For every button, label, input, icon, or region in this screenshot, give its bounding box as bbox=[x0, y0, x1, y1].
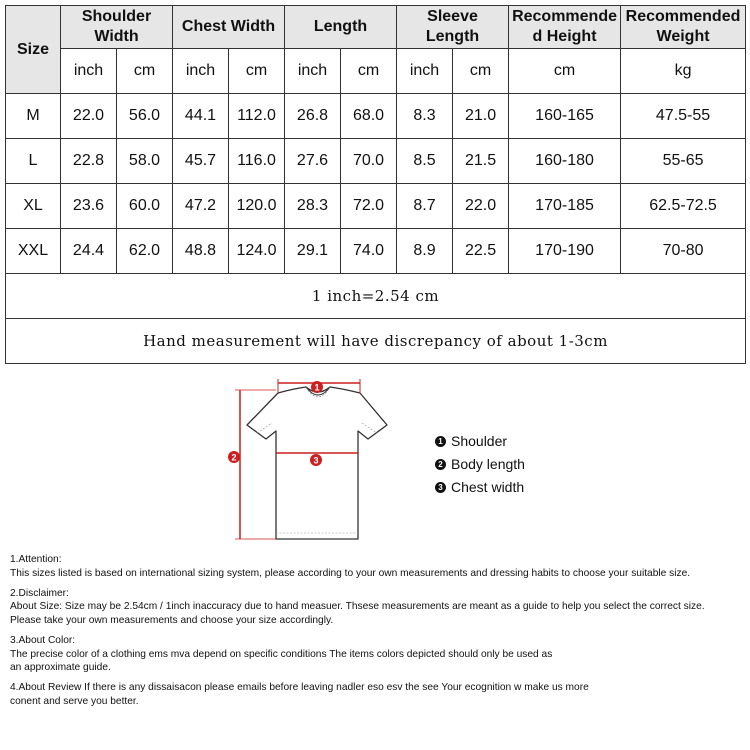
legend-label: Shoulder bbox=[451, 433, 508, 449]
conversion-note: 1 inch=2.54 cm bbox=[6, 274, 746, 319]
legend-number-badge: 1 bbox=[435, 436, 446, 447]
unit-cell: kg bbox=[621, 49, 746, 94]
svg-text:2: 2 bbox=[231, 452, 237, 463]
size-label: XXL bbox=[6, 229, 61, 274]
note-line: 4.About Review If there is any dissaisacon please emails before leaving nadler eso esv the see Your ecognition w make us more bbox=[10, 682, 589, 694]
note-line: The precise color of a clothing ems mva depend on specific conditions The items colors depicted should only be used as bbox=[10, 648, 553, 660]
legend-item-chest-width bbox=[435, 476, 525, 499]
measurement-cell: 24.4 bbox=[61, 229, 117, 274]
measurement-cell: 72.0 bbox=[341, 184, 397, 229]
measurement-cell: 74.0 bbox=[341, 229, 397, 274]
header-row bbox=[6, 6, 746, 49]
measurement-cell: 55-65 bbox=[621, 139, 746, 184]
size-chart-table bbox=[5, 5, 746, 364]
unit-cell: cm bbox=[453, 49, 509, 94]
measurement-cell: 160-165 bbox=[509, 94, 621, 139]
unit-cell: cm bbox=[509, 49, 621, 94]
measurement-cell: 120.0 bbox=[229, 184, 285, 229]
note-line: an approximate guide. bbox=[10, 662, 111, 674]
measurement-cell: 56.0 bbox=[117, 94, 173, 139]
note-line: About Size: Size may be 2.54cm / 1inch inaccuracy due to hand measuer. Thsese measurements are meant as a guide to help you select the correct size. bbox=[10, 601, 705, 613]
size-label: M bbox=[6, 94, 61, 139]
measurement-cell: 21.5 bbox=[453, 139, 509, 184]
notes-section bbox=[10, 553, 745, 715]
legend-label: Chest width bbox=[451, 479, 525, 495]
note-line: This sizes listed is based on international sizing system, please according to your own measurements and dressing habits to choose your suitable size. bbox=[10, 567, 691, 579]
group-header-shoulder-width: Shoulder Width bbox=[61, 6, 173, 49]
measurement-cell: 116.0 bbox=[229, 139, 285, 184]
diagram-legend bbox=[435, 430, 525, 499]
group-header-chest-width: Chest Width bbox=[173, 6, 285, 49]
measurement-cell: 8.3 bbox=[397, 94, 453, 139]
group-header-length: Length bbox=[285, 6, 397, 49]
unit-cell: cm bbox=[117, 49, 173, 94]
measurement-cell: 22.0 bbox=[61, 94, 117, 139]
note-block bbox=[10, 634, 745, 675]
marker-3 bbox=[310, 454, 322, 466]
measurement-cell: 68.0 bbox=[341, 94, 397, 139]
discrepancy-row bbox=[6, 319, 746, 364]
measurement-cell: 170-185 bbox=[509, 184, 621, 229]
measurement-cell: 160-180 bbox=[509, 139, 621, 184]
note-block bbox=[10, 553, 745, 580]
measurement-cell: 62.5-72.5 bbox=[621, 184, 746, 229]
measurement-cell: 8.7 bbox=[397, 184, 453, 229]
unit-cell: cm bbox=[229, 49, 285, 94]
measurement-cell: 112.0 bbox=[229, 94, 285, 139]
measurement-cell: 45.7 bbox=[173, 139, 229, 184]
note-title: 2.Disclaimer: bbox=[10, 587, 69, 599]
measurement-cell: 8.5 bbox=[397, 139, 453, 184]
discrepancy-note: Hand measurement will have discrepancy of about 1-3cm bbox=[6, 319, 746, 364]
note-block bbox=[10, 681, 745, 708]
measurement-cell: 29.1 bbox=[285, 229, 341, 274]
measurement-cell: 170-190 bbox=[509, 229, 621, 274]
measurement-cell: 23.6 bbox=[61, 184, 117, 229]
legend-item-shoulder bbox=[435, 430, 525, 453]
measurement-cell: 21.0 bbox=[453, 94, 509, 139]
measurement-cell: 26.8 bbox=[285, 94, 341, 139]
size-header: Size bbox=[6, 6, 61, 94]
measurement-cell: 124.0 bbox=[229, 229, 285, 274]
measurement-cell: 47.2 bbox=[173, 184, 229, 229]
unit-cell: cm bbox=[341, 49, 397, 94]
measurement-cell: 47.5-55 bbox=[621, 94, 746, 139]
svg-text:1: 1 bbox=[314, 382, 320, 393]
measurement-cell: 58.0 bbox=[117, 139, 173, 184]
marker-1 bbox=[311, 381, 323, 393]
tshirt-measurement-diagram bbox=[220, 373, 420, 548]
measurement-cell: 48.8 bbox=[173, 229, 229, 274]
measurement-cell: 70.0 bbox=[341, 139, 397, 184]
measurement-cell: 22.0 bbox=[453, 184, 509, 229]
marker-2 bbox=[228, 451, 240, 463]
measurement-cell: 8.9 bbox=[397, 229, 453, 274]
size-row-m bbox=[6, 94, 746, 139]
legend-number-badge: 3 bbox=[435, 482, 446, 493]
unit-row bbox=[6, 49, 746, 94]
measurement-cell: 28.3 bbox=[285, 184, 341, 229]
measurement-cell: 62.0 bbox=[117, 229, 173, 274]
note-title: 1.Attention: bbox=[10, 554, 62, 565]
svg-text:3: 3 bbox=[313, 455, 319, 466]
unit-cell: inch bbox=[173, 49, 229, 94]
size-label: XL bbox=[6, 184, 61, 229]
size-row-l bbox=[6, 139, 746, 184]
note-line: Please take your own measurements and choose your size accordingly. bbox=[10, 614, 334, 626]
measurement-cell: 22.5 bbox=[453, 229, 509, 274]
measurement-cell: 44.1 bbox=[173, 94, 229, 139]
legend-label: Body length bbox=[451, 456, 525, 472]
measurement-cell: 70-80 bbox=[621, 229, 746, 274]
note-line: conent and serve you better. bbox=[10, 695, 139, 707]
legend-number-badge: 2 bbox=[435, 459, 446, 470]
group-header-recommended-height: Recommende d Height bbox=[509, 6, 621, 49]
size-row-xxl bbox=[6, 229, 746, 274]
conversion-row bbox=[6, 274, 746, 319]
unit-cell: inch bbox=[397, 49, 453, 94]
measurement-cell: 27.6 bbox=[285, 139, 341, 184]
group-header-sleeve-length: Sleeve Length bbox=[397, 6, 509, 49]
group-header-recommended-weight: Recommended Weight bbox=[621, 6, 746, 49]
size-label: L bbox=[6, 139, 61, 184]
size-row-xl bbox=[6, 184, 746, 229]
measurement-cell: 22.8 bbox=[61, 139, 117, 184]
unit-cell: inch bbox=[61, 49, 117, 94]
note-block bbox=[10, 587, 745, 628]
note-title: 3.About Color: bbox=[10, 634, 76, 646]
legend-item-body-length bbox=[435, 453, 525, 476]
unit-cell: inch bbox=[285, 49, 341, 94]
measurement-cell: 60.0 bbox=[117, 184, 173, 229]
